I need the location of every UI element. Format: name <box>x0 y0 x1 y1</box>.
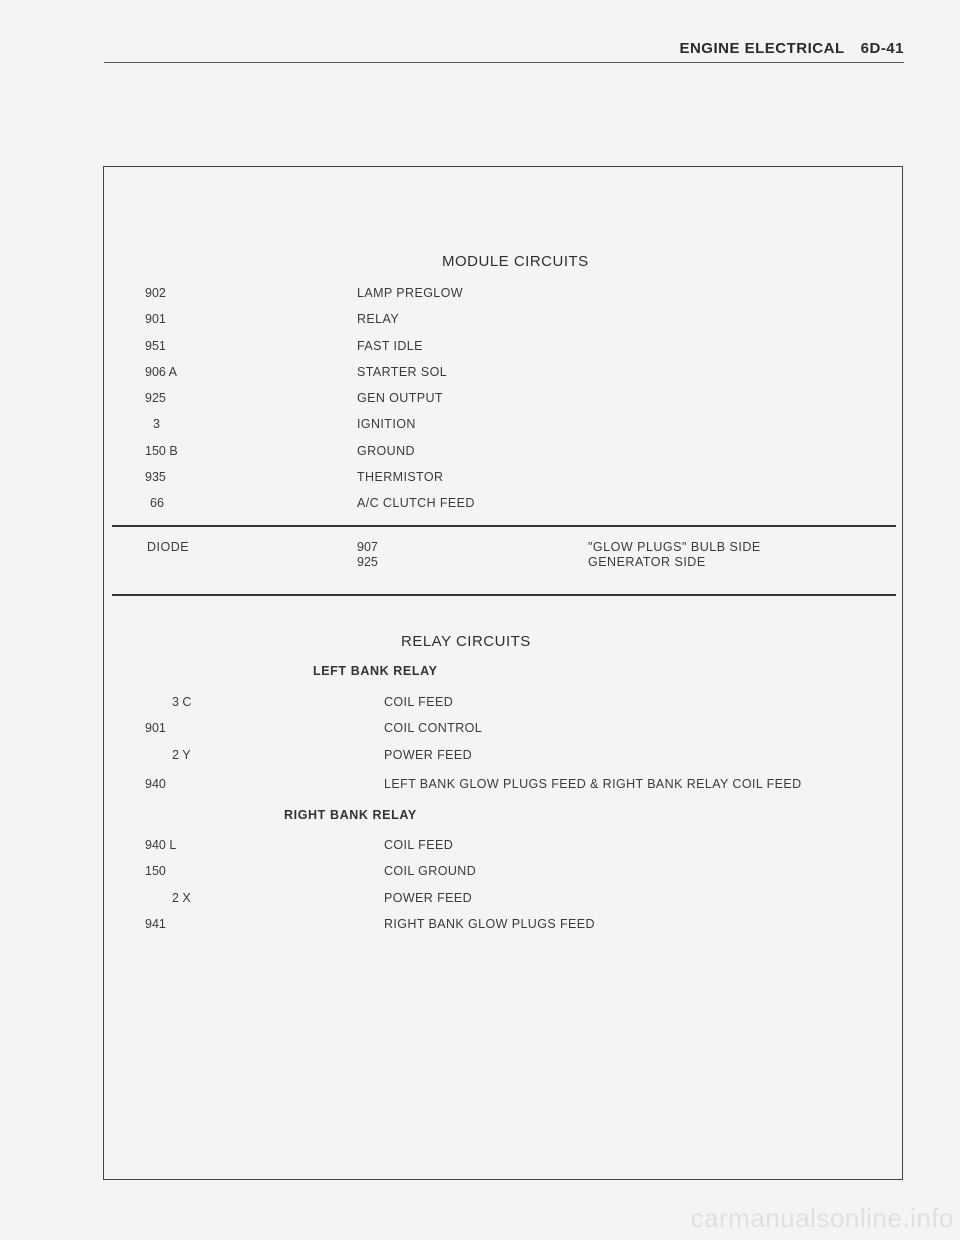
circuit-desc: LEFT BANK GLOW PLUGS FEED & RIGHT BANK RELAY COIL FEED <box>384 777 802 791</box>
circuit-code: 940 <box>145 777 166 791</box>
divider <box>112 525 896 527</box>
circuit-desc: FAST IDLE <box>357 339 423 353</box>
table-row <box>0 365 960 383</box>
circuit-code: 150 B <box>145 444 178 458</box>
diode-descriptions <box>588 540 761 570</box>
circuit-code: 925 <box>145 391 166 405</box>
circuit-code: 150 <box>145 864 166 878</box>
header-rule <box>104 62 904 63</box>
table-row <box>0 339 960 357</box>
right-bank-relay-heading: RIGHT BANK RELAY <box>284 808 417 822</box>
table-row <box>0 891 960 909</box>
table-row <box>0 417 960 435</box>
circuit-desc: RIGHT BANK GLOW PLUGS FEED <box>384 917 595 931</box>
circuit-desc: GROUND <box>357 444 415 458</box>
circuit-desc: A/C CLUTCH FEED <box>357 496 475 510</box>
circuit-desc: POWER FEED <box>384 891 473 905</box>
circuit-desc: GEN OUTPUT <box>357 391 443 405</box>
table-row <box>0 470 960 488</box>
table-row <box>0 391 960 409</box>
circuit-desc: THERMISTOR <box>357 470 444 484</box>
table-row <box>0 312 960 330</box>
table-row <box>0 748 960 766</box>
circuit-code: 940 L <box>145 838 177 852</box>
circuit-code: 906 A <box>145 365 177 379</box>
module-circuits-title: MODULE CIRCUITS <box>442 253 589 270</box>
table-row <box>0 777 960 795</box>
circuit-desc: LAMP PREGLOW <box>357 286 463 300</box>
diode-code: 925 <box>357 555 378 569</box>
circuit-code: 2 Y <box>172 748 191 762</box>
relay-circuits-title: RELAY CIRCUITS <box>401 633 531 650</box>
circuit-code: 66 <box>150 496 164 510</box>
circuit-desc: COIL CONTROL <box>384 721 483 735</box>
table-row <box>0 286 960 304</box>
table-row <box>0 721 960 739</box>
divider <box>112 594 896 596</box>
circuit-desc: IGNITION <box>357 417 416 431</box>
circuit-code: 2 X <box>172 891 191 905</box>
circuit-code: 902 <box>145 286 166 300</box>
circuit-desc: RELAY <box>357 312 400 326</box>
table-row <box>0 864 960 882</box>
table-row <box>0 695 960 713</box>
diode-desc: "GLOW PLUGS" BULB SIDE <box>588 540 761 554</box>
left-bank-relay-heading: LEFT BANK RELAY <box>313 664 438 678</box>
diode-label: DIODE <box>147 540 190 554</box>
table-row <box>0 496 960 514</box>
circuit-code: 951 <box>145 339 166 353</box>
circuit-desc: COIL FEED <box>384 838 454 852</box>
circuit-code: 3 C <box>172 695 192 709</box>
page-number: 6D-41 <box>860 40 904 57</box>
circuit-desc: POWER FEED <box>384 748 473 762</box>
diode-codes <box>357 540 378 570</box>
circuit-desc: STARTER SOL <box>357 365 448 379</box>
circuit-code: 3 <box>153 417 160 431</box>
circuit-code: 901 <box>145 312 166 326</box>
circuit-desc: COIL FEED <box>384 695 454 709</box>
table-row <box>0 917 960 935</box>
circuit-code: 941 <box>145 917 166 931</box>
circuit-code: 935 <box>145 470 166 484</box>
table-row <box>0 838 960 856</box>
watermark-link[interactable]: carmanualsonline.info <box>690 1203 954 1233</box>
page-header <box>104 40 904 57</box>
section-title: ENGINE ELECTRICAL <box>679 40 845 57</box>
circuit-desc: COIL GROUND <box>384 864 477 878</box>
diode-desc: GENERATOR SIDE <box>588 555 706 569</box>
diode-code: 907 <box>357 540 378 554</box>
circuit-code: 901 <box>145 721 166 735</box>
table-row <box>0 444 960 462</box>
